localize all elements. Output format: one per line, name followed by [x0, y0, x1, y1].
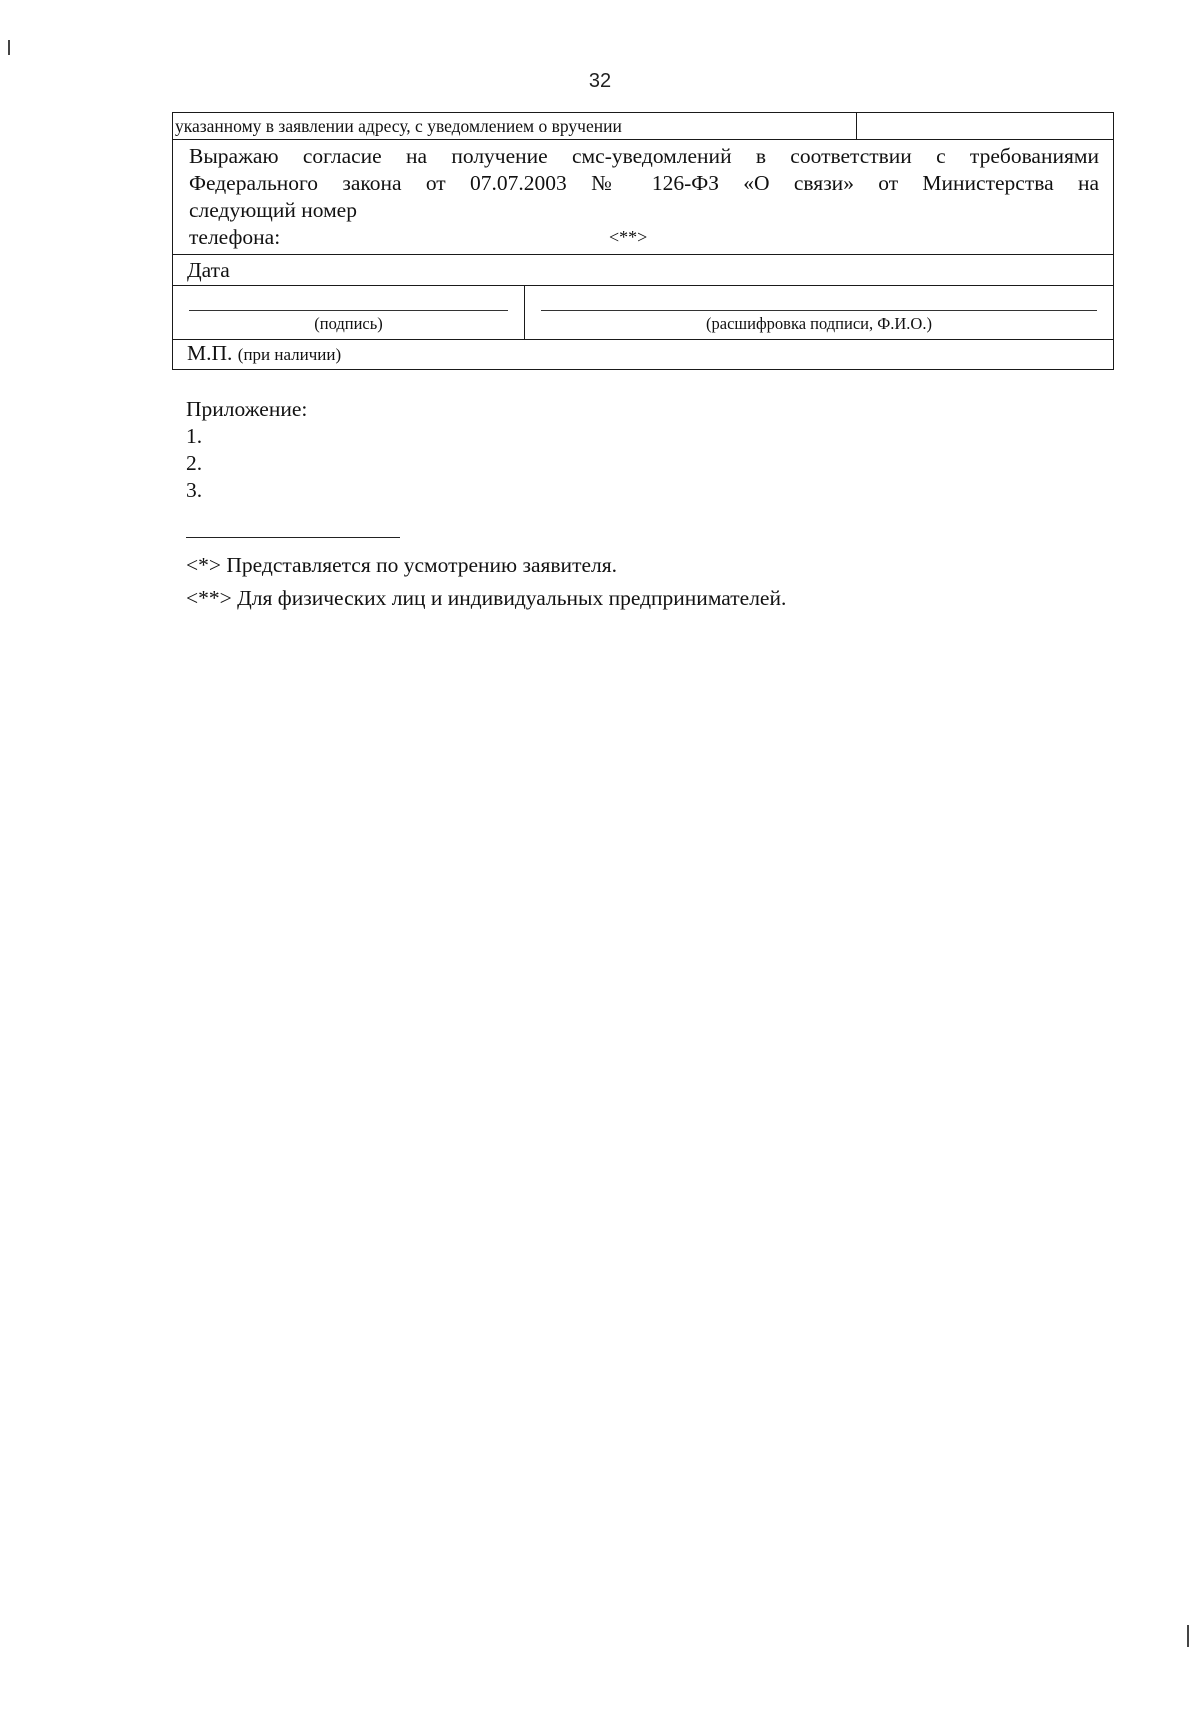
signature-row [173, 286, 1113, 340]
appendix-title: Приложение: [186, 397, 308, 421]
signature-decoding-caption: (расшифровка подписи, Ф.И.О.) [706, 314, 932, 333]
footnote-1: <*> Представляется по усмотрению заявителя. [186, 553, 617, 577]
footnote-separator [186, 537, 400, 538]
sms-consent-row [173, 140, 1113, 255]
footnotes-section [186, 549, 786, 615]
appendix-item-3: 3. [186, 478, 203, 502]
application-form-table [172, 112, 1114, 370]
page-number: 32 [588, 70, 612, 92]
sms-consent-text: Выражаю согласие на получение смс-уведомлений в соответствии с требованиями Федерального закона от 07.07.2003 № 126-ФЗ «О связи» от Министерства на [189, 144, 1099, 195]
delivery-method-row [173, 113, 1113, 140]
appendix-item-2: 2. [186, 451, 203, 475]
appendix-section [186, 396, 307, 504]
signature-line [189, 310, 508, 311]
sms-consent-tail: следующий номер [189, 198, 357, 222]
signature-caption: (подпись) [314, 314, 383, 333]
footnote-2: <**> Для физических лиц и индивидуальных предпринимателей. [186, 586, 787, 610]
stamp-label: М.П. [187, 341, 233, 365]
signature-decoding-line [541, 310, 1097, 311]
delivery-method-checkbox-cell[interactable] [857, 113, 1113, 139]
phone-number-line [189, 224, 1099, 251]
delivery-method-text: указанному в заявлении адресу, с уведомлением о вручении [173, 113, 857, 139]
scan-edge-mark-top-left [8, 40, 10, 55]
phone-footnote-marker: <**> [609, 227, 648, 247]
signature-decoding-cell[interactable] [525, 286, 1113, 339]
phone-number-label: телефона: [189, 225, 281, 249]
stamp-note: (при наличии) [237, 345, 342, 364]
date-label: Дата [187, 258, 230, 282]
stamp-row [173, 340, 1113, 369]
signature-cell[interactable] [173, 286, 525, 339]
appendix-item-1: 1. [186, 424, 203, 448]
scan-edge-mark-bottom-right [1187, 1625, 1189, 1647]
date-row[interactable] [173, 255, 1113, 286]
